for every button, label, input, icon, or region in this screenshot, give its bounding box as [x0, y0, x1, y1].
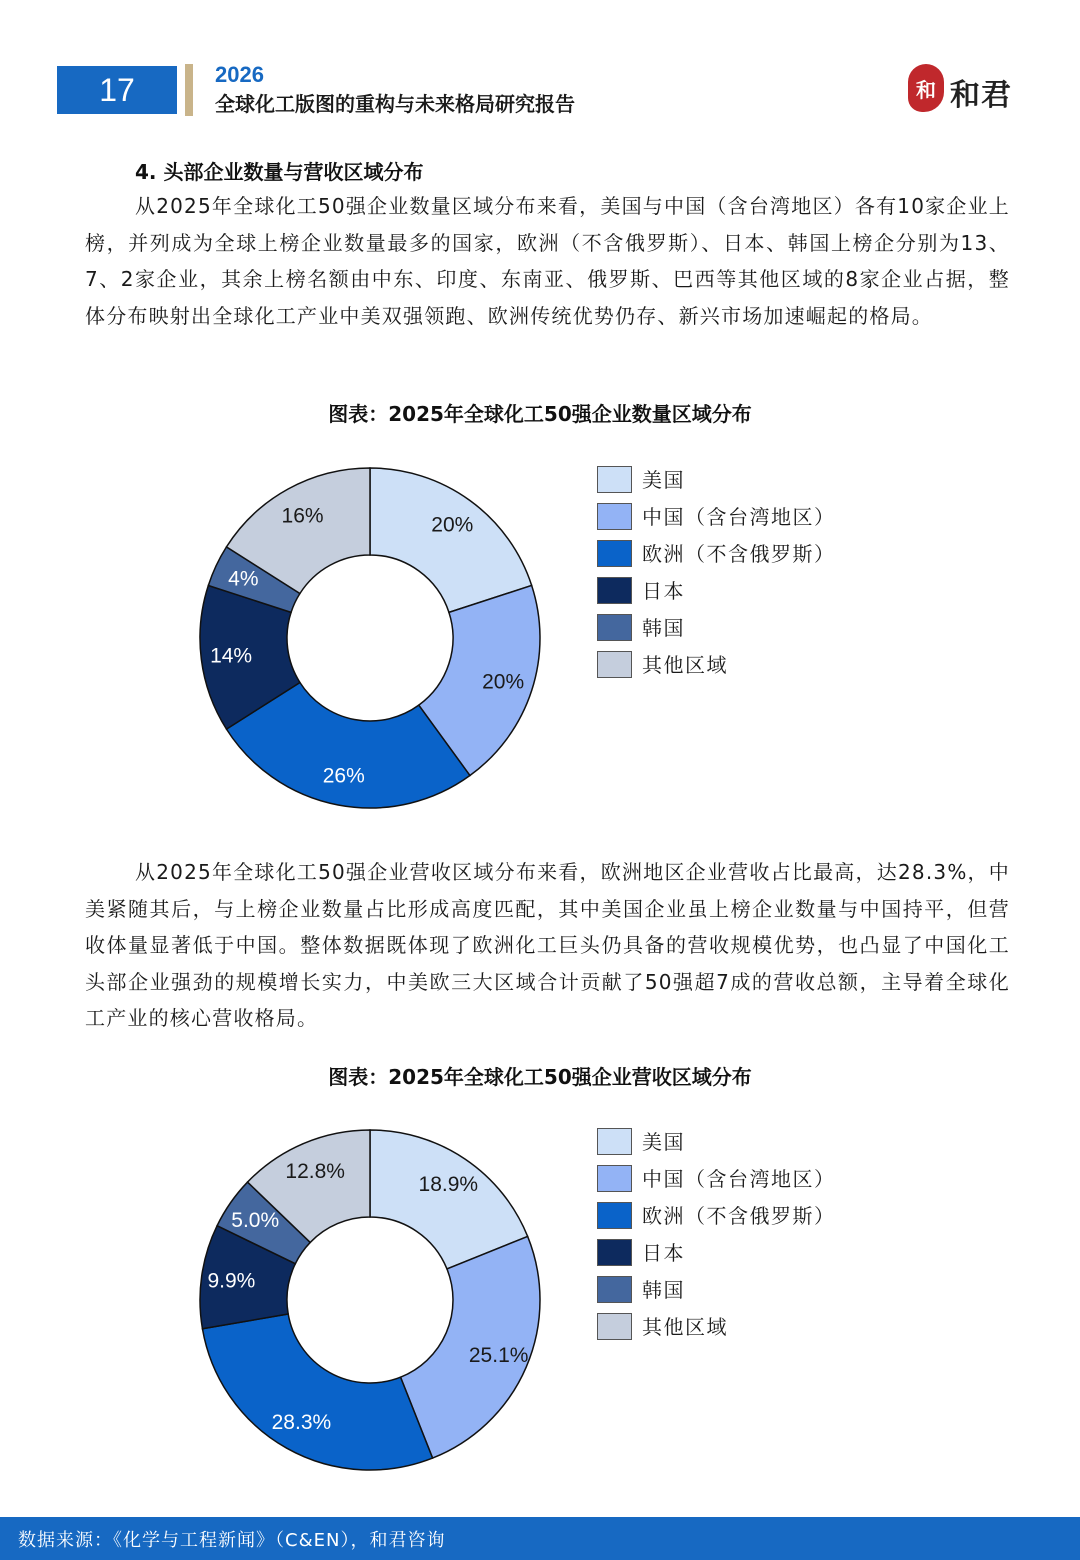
slice-label-korea: 4% [228, 567, 259, 591]
legend-swatch-korea [597, 1276, 632, 1303]
legend-swatch-europe [597, 1202, 632, 1229]
legend-item-japan [597, 576, 897, 613]
legend-label-japan: 日本 [642, 579, 685, 603]
brand-logo [908, 62, 1043, 120]
legend-label-other: 其他区域 [642, 1315, 728, 1339]
legend-label-japan: 日本 [642, 1241, 685, 1265]
legend-swatch-china [597, 503, 632, 530]
slice-label-japan: 9.9% [207, 1269, 256, 1293]
legend-item-europe [597, 539, 897, 576]
legend-label-other: 其他区域 [642, 653, 728, 677]
legend-item-korea [597, 613, 897, 650]
legend-label-china: 中国（含台湾地区） [642, 1167, 836, 1191]
legend-item-europe [597, 1201, 897, 1238]
slice-label-usa: 18.9% [418, 1172, 479, 1196]
chart-title-count: 图表：2025年全球化工50强企业数量区域分布 [328, 402, 752, 426]
legend-item-other [597, 1312, 897, 1349]
legend-swatch-other [597, 1313, 632, 1340]
legend-swatch-other [597, 651, 632, 678]
legend-swatch-japan [597, 577, 632, 604]
legend-swatch-usa [597, 1128, 632, 1155]
legend-item-usa [597, 1127, 897, 1164]
slice-europe [202, 1314, 432, 1470]
legend-item-china [597, 1164, 897, 1201]
chart-legend-count [597, 465, 897, 687]
slice-label-korea: 5.0% [231, 1208, 280, 1232]
page-number-badge: 17 [57, 66, 177, 114]
legend-swatch-usa [597, 466, 632, 493]
report-year: 2026 [215, 62, 264, 87]
header-divider [185, 64, 193, 116]
legend-label-usa: 美国 [642, 468, 685, 492]
legend-label-europe: 欧洲（不含俄罗斯） [642, 542, 836, 566]
slice-label-other: 16% [281, 504, 324, 528]
footer-bar [0, 1517, 1080, 1560]
legend-swatch-japan [597, 1239, 632, 1266]
paragraph-revenue-distribution: 从2025年全球化工50强企业营收区域分布来看，欧洲地区企业营收占比最高，达28.3%，中美紧随其后，与上榜企业数量占比形成高度匹配，其中美国企业虽上榜企业数量与中国持平，但营收体量显著低于中国。整体数据既体现了欧洲化工巨头仍具备的营收规模优势，也凸显了中国化工头部企业强劲的规模增长实力，中美欧三大区域合计贡献了50强超7成的营收总额，主导着全球化工产业的核心营收格局。 [85, 860, 1010, 1030]
legend-item-korea [597, 1275, 897, 1312]
legend-item-usa [597, 465, 897, 502]
slice-label-other: 12.8% [285, 1160, 345, 1184]
legend-item-other [597, 650, 897, 687]
slice-usa [370, 468, 532, 612]
donut-chart-count [190, 458, 550, 818]
slice-label-europe: 28.3% [271, 1411, 332, 1435]
donut-chart-revenue [190, 1120, 550, 1480]
data-source: 数据来源：《化学与工程新闻》（C&EN），和君咨询 [18, 1530, 446, 1551]
legend-label-usa: 美国 [642, 1130, 685, 1154]
slice-label-china: 20% [482, 670, 525, 694]
legend-item-japan [597, 1238, 897, 1275]
chart-title-revenue: 图表：2025年全球化工50强企业营收区域分布 [328, 1065, 752, 1089]
section-heading: 4. 头部企业数量与营收区域分布 [135, 160, 424, 184]
legend-label-europe: 欧洲（不含俄罗斯） [642, 1204, 836, 1228]
chart-legend-revenue [597, 1127, 897, 1349]
logo-text: 和君 [950, 78, 1012, 113]
legend-label-china: 中国（含台湾地区） [642, 505, 836, 529]
legend-swatch-china [597, 1165, 632, 1192]
slice-label-usa: 20% [431, 513, 474, 537]
logo-seal-icon: 和 [908, 64, 944, 112]
slice-label-china: 25.1% [468, 1344, 529, 1368]
legend-swatch-korea [597, 614, 632, 641]
slice-label-europe: 26% [322, 764, 365, 788]
legend-swatch-europe [597, 540, 632, 567]
slice-label-japan: 14% [210, 644, 253, 668]
legend-label-korea: 韩国 [642, 1278, 685, 1302]
legend-label-korea: 韩国 [642, 616, 685, 640]
report-title: 全球化工版图的重构与未来格局研究报告 [215, 92, 575, 116]
paragraph-count-distribution: 从2025年全球化工50强企业数量区域分布来看，美国与中国（含台湾地区）各有10家企业上榜，并列成为全球上榜企业数量最多的国家，欧洲（不含俄罗斯）、日本、韩国上榜企分别为13、7、2家企业，其余上榜名额由中东、印度、东南亚、俄罗斯、巴西等其他区域的8家企业占据，整体分布映射出全球化工产业中美双强领跑、欧洲传统优势仍存、新兴市场加速崛起的格局。 [85, 194, 1010, 328]
legend-item-china [597, 502, 897, 539]
